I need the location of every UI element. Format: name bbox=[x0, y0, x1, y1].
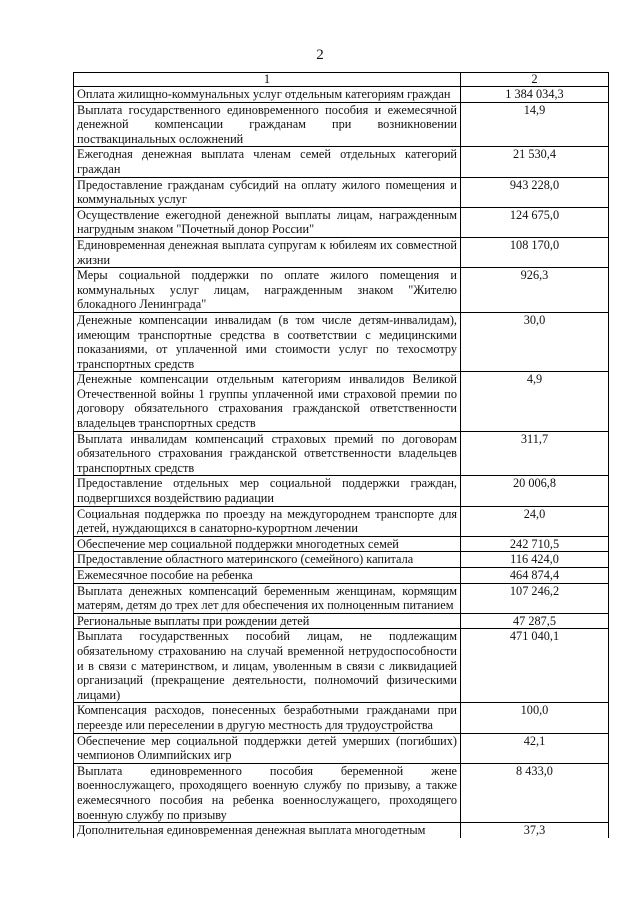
payment-amount: 926,3 bbox=[461, 268, 609, 313]
column-header-name: 1 bbox=[74, 73, 461, 87]
payment-amount: 24,0 bbox=[461, 506, 609, 536]
payment-name: Выплата единовременного пособия беременной жене военнослужащего, проходящего военную службу по призыву, а также ежемесячного пособия на ребенка военнослужащего, проходящего военную службу по призыву bbox=[74, 763, 461, 822]
table-row bbox=[74, 733, 609, 763]
payment-amount: 108 170,0 bbox=[461, 237, 609, 267]
payment-amount: 30,0 bbox=[461, 312, 609, 371]
table-row bbox=[74, 552, 609, 568]
payment-name: Выплата денежных компенсаций беременным женщинам, кормящим матерям, детям до трех лет для обеспечения их полноценным питанием bbox=[74, 583, 461, 613]
payment-name: Предоставление гражданам субсидий на оплату жилого помещения и коммунальных услуг bbox=[74, 177, 461, 207]
table-row bbox=[74, 536, 609, 552]
column-header-amount: 2 bbox=[461, 73, 609, 87]
payment-amount: 471 040,1 bbox=[461, 629, 609, 703]
table-row bbox=[74, 613, 609, 629]
table-row bbox=[74, 87, 609, 103]
table-row bbox=[74, 372, 609, 431]
payment-name: Социальная поддержка по проезду на междугороднем транспорте для детей, нуждающихся в санаторно-курортном лечении bbox=[74, 506, 461, 536]
table-row bbox=[74, 629, 609, 703]
table-row bbox=[74, 147, 609, 177]
table-header-row bbox=[74, 73, 609, 87]
table-row bbox=[74, 207, 609, 237]
benefits-table bbox=[73, 72, 609, 838]
payment-name: Обеспечение мер социальной поддержки многодетных семей bbox=[74, 536, 461, 552]
payment-name: Выплата государственного единовременного пособия и ежемесячной денежной компенсации гражданам при возникновении поствакцинальных осложнений bbox=[74, 102, 461, 147]
payment-name: Региональные выплаты при рождении детей bbox=[74, 613, 461, 629]
payment-amount: 47 287,5 bbox=[461, 613, 609, 629]
table-row bbox=[74, 823, 609, 838]
payment-amount: 42,1 bbox=[461, 733, 609, 763]
payment-name: Обеспечение мер социальной поддержки детей умерших (погибших) чемпионов Олимпийских игр bbox=[74, 733, 461, 763]
table-row bbox=[74, 763, 609, 822]
page-number: 2 bbox=[316, 47, 324, 63]
payment-name: Ежегодная денежная выплата членам семей отдельных категорий граждан bbox=[74, 147, 461, 177]
table-row bbox=[74, 312, 609, 371]
payment-amount: 21 530,4 bbox=[461, 147, 609, 177]
payment-name: Компенсация расходов, понесенных безработными гражданами при переезде или переселении в другую местность для трудоустройства bbox=[74, 703, 461, 733]
payment-name: Денежные компенсации отдельным категориям инвалидов Великой Отечественной войны 1 группы уплаченной ими страховой премии по договору обязательного страхования гражданской ответственности владельцев транспортных средств bbox=[74, 372, 461, 431]
payment-amount: 107 246,2 bbox=[461, 583, 609, 613]
payment-amount: 20 006,8 bbox=[461, 476, 609, 506]
payment-name: Выплата государственных пособий лицам, не подлежащим обязательному страхованию на случай временной нетрудоспособности и в связи с материнством, и лицам, уволенным в связи с ликвидацией организаций (прекращение деятельности, полномочий физическими лицами) bbox=[74, 629, 461, 703]
payment-amount: 464 874,4 bbox=[461, 568, 609, 584]
table-row bbox=[74, 506, 609, 536]
payment-name: Ежемесячное пособие на ребенка bbox=[74, 568, 461, 584]
payment-amount: 116 424,0 bbox=[461, 552, 609, 568]
payment-amount: 943 228,0 bbox=[461, 177, 609, 207]
payment-amount: 37,3 bbox=[461, 823, 609, 838]
table-row bbox=[74, 268, 609, 313]
payment-amount: 100,0 bbox=[461, 703, 609, 733]
table-row bbox=[74, 703, 609, 733]
table-row bbox=[74, 583, 609, 613]
payment-name: Осуществление ежегодной денежной выплаты лицам, награжденным нагрудным знаком "Почетный донор России" bbox=[74, 207, 461, 237]
table-row bbox=[74, 431, 609, 476]
payment-name: Единовременная денежная выплата супругам к юбилеям их совместной жизни bbox=[74, 237, 461, 267]
table-row bbox=[74, 476, 609, 506]
payment-amount: 4,9 bbox=[461, 372, 609, 431]
payment-amount: 1 384 034,3 bbox=[461, 87, 609, 103]
payment-name: Денежные компенсации инвалидам (в том числе детям-инвалидам), имеющим транспортные средства в соответствии с медицинскими показаниями, от уплаченной ими стоимости услуг по техосмотру транспортных средств bbox=[74, 312, 461, 371]
table-row bbox=[74, 102, 609, 147]
table-row bbox=[74, 568, 609, 584]
payment-name: Предоставление областного материнского (семейного) капитала bbox=[74, 552, 461, 568]
payment-name: Меры социальной поддержки по оплате жилого помещения и коммунальных услуг лицам, награжденным знаком "Жителю блокадного Ленинграда" bbox=[74, 268, 461, 313]
payment-amount: 242 710,5 bbox=[461, 536, 609, 552]
payment-amount: 124 675,0 bbox=[461, 207, 609, 237]
payment-amount: 8 433,0 bbox=[461, 763, 609, 822]
table-row bbox=[74, 177, 609, 207]
payment-name: Предоставление отдельных мер социальной поддержки граждан, подвергшихся воздействию радиации bbox=[74, 476, 461, 506]
table-row bbox=[74, 237, 609, 267]
payment-name: Выплата инвалидам компенсаций страховых премий по договорам обязательного страхования гражданской ответственности владельцев транспортных средств bbox=[74, 431, 461, 476]
payment-name: Оплата жилищно-коммунальных услуг отдельным категориям граждан bbox=[74, 87, 461, 103]
payment-amount: 311,7 bbox=[461, 431, 609, 476]
payment-name: Дополнительная единовременная денежная выплата многодетным bbox=[74, 823, 461, 838]
table-body bbox=[74, 87, 609, 838]
payment-amount: 14,9 bbox=[461, 102, 609, 147]
